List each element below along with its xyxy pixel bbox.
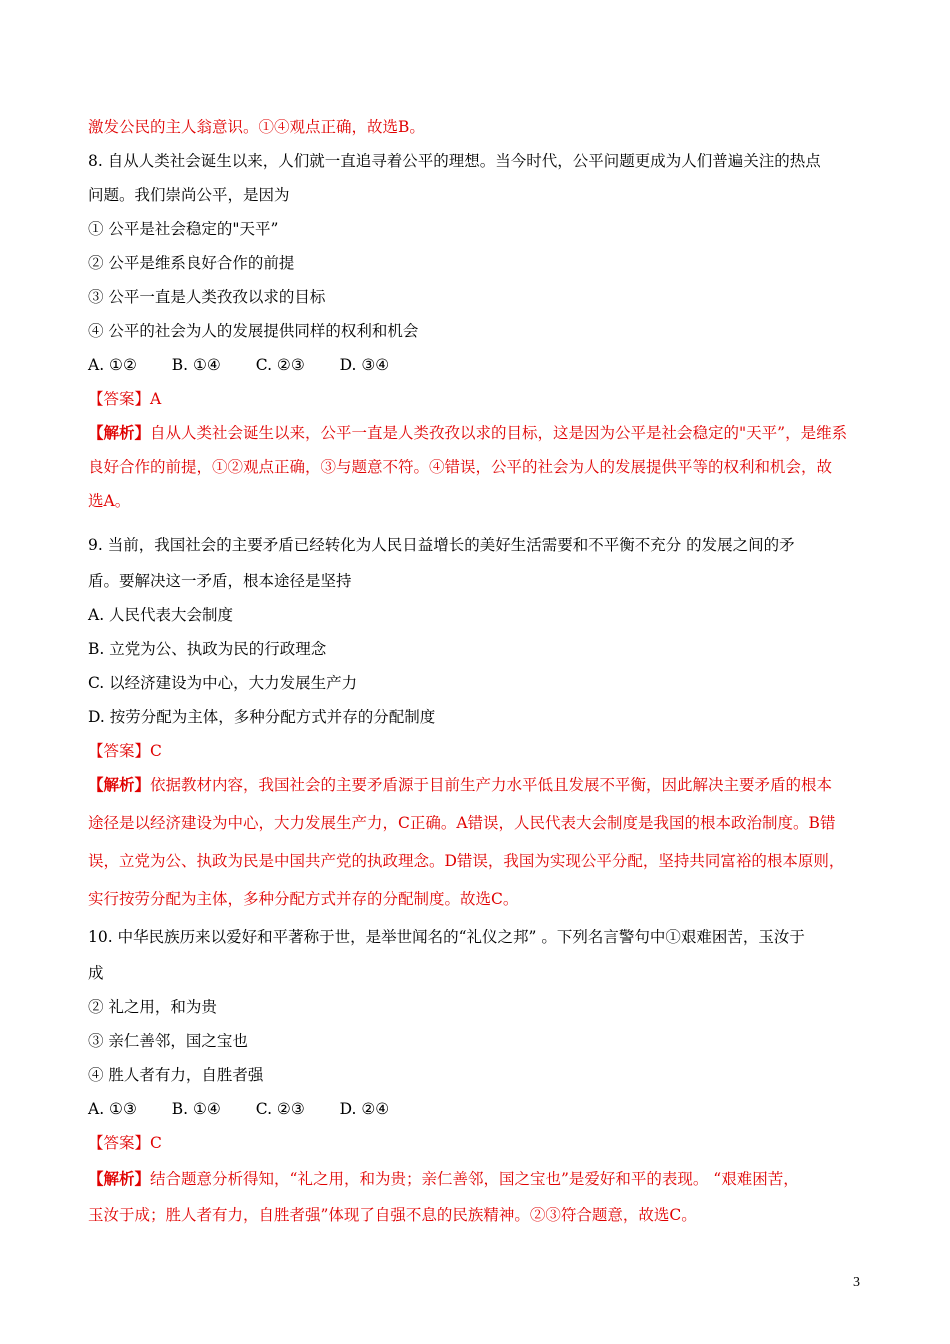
- q10-item-2: ② 礼之用，和为贵: [88, 998, 217, 1016]
- q8-options: [88, 354, 389, 376]
- q10-analysis-label: 【解析】: [88, 1169, 151, 1188]
- q10-option-b: B. ①④: [171, 1100, 221, 1118]
- q9-answer-value: C: [150, 742, 162, 760]
- q9-option-c: C. 以经济建设为中心，大力发展生产力: [88, 674, 358, 692]
- q8-stem-line-2: 问题。我们崇尚公平，是因为: [88, 186, 290, 204]
- q10-options: [88, 1098, 389, 1120]
- q8-answer: [88, 388, 161, 410]
- q8-answer-value: A: [150, 390, 162, 408]
- q8-option-a: A. ①②: [88, 356, 137, 374]
- q8-stem-line-1: 8. 自从人类社会诞生以来，人们就一直追寻着公平的理想。当今时代，公平问题更成为人们普遍关注的热点: [88, 152, 821, 170]
- q10-stem-line-2: 成: [88, 964, 104, 982]
- q9-analysis-line-3: 误，立党为公、执政为民是中国共产党的执政理念。D错误，我国为实现公平分配，坚持共同富裕的根本原则，: [88, 852, 845, 870]
- q9-option-a: A. 人民代表大会制度: [88, 606, 234, 624]
- q10-answer-value: C: [150, 1134, 162, 1152]
- q9-stem-line-2: 盾。要解决这一矛盾，根本途径是坚持: [88, 572, 352, 590]
- q8-item-4: ④ 公平的社会为人的发展提供同样的权利和机会: [88, 322, 419, 340]
- q9-analysis-line-4: 实行按劳分配为主体，多种分配方式并存的分配制度。故选C。: [88, 890, 519, 908]
- q10-option-a: A. ①③: [88, 1100, 137, 1118]
- q9-analysis-line-2: 途径是以经济建设为中心，大力发展生产力，C正确。A错误，人民代表大会制度是我国的根本政治制度。B错: [88, 814, 836, 832]
- q10-stem-line-1: 10. 中华民族历来以爱好和平著称于世，是举世闻名的“礼仪之邦” 。下列名言警句中①艰难困苦，玉汝于: [88, 928, 805, 946]
- prev-analysis-tail: 激发公民的主人翁意识。①④观点正确，故选B。: [88, 118, 425, 136]
- q10-option-c: C. ②③: [255, 1100, 305, 1118]
- q10-analysis-line-2: 玉汝于成；胜人者有力，自胜者强”体现了自强不息的民族精神。②③符合题意，故选C。: [88, 1206, 697, 1224]
- q10-analysis-text-1: 结合题意分析得知，“礼之用，和为贵；亲仁善邻，国之宝也”是爱好和平的表现。 “艰难困苦，: [150, 1170, 799, 1188]
- q9-analysis-label: 【解析】: [88, 775, 151, 794]
- q10-analysis-line-1: [88, 1168, 799, 1190]
- q8-analysis-line-2: 良好合作的前提，①②观点正确，③与题意不符。④错误，公平的社会为人的发展提供平等的权利和机会，故: [88, 458, 833, 476]
- q8-option-d: D. ③④: [339, 356, 390, 374]
- q9-answer: [88, 740, 162, 762]
- q10-answer: [88, 1132, 162, 1154]
- q9-analysis-line-1: [88, 774, 832, 796]
- q8-item-3: ③ 公平一直是人类孜孜以求的目标: [88, 288, 326, 306]
- q10-item-3: ③ 亲仁善邻，国之宝也: [88, 1032, 248, 1050]
- q9-option-d: D. 按劳分配为主体，多种分配方式并存的分配制度: [88, 708, 436, 726]
- q8-analysis-text-1: 自从人类社会诞生以来，公平一直是人类孜孜以求的目标，这是因为公平是社会稳定的"天平”，是维系: [150, 424, 848, 442]
- q9-option-b: B. 立党为公、执政为民的行政理念: [88, 640, 327, 658]
- q8-option-b: B. ①④: [171, 356, 221, 374]
- q9-answer-label: 【答案】: [88, 742, 151, 760]
- q10-option-d: D. ②④: [339, 1100, 390, 1118]
- q10-answer-label: 【答案】: [88, 1134, 151, 1152]
- q8-analysis-line-1: [88, 422, 847, 444]
- q10-item-4: ④ 胜人者有力，自胜者强: [88, 1066, 264, 1084]
- q8-analysis-line-3: 选A。: [88, 492, 131, 510]
- q8-option-c: C. ②③: [255, 356, 305, 374]
- page-number: 3: [853, 1275, 860, 1290]
- q9-stem-line-1: 9. 当前，我国社会的主要矛盾已经转化为人民日益增长的美好生活需要和不平衡不充分 的发展之间的矛: [88, 536, 795, 554]
- q9-analysis-text-1: 依据教材内容，我国社会的主要矛盾源于目前生产力水平低且发展不平衡，因此解决主要矛盾的根本: [150, 776, 833, 794]
- q8-analysis-label: 【解析】: [88, 423, 151, 442]
- q8-item-2: ② 公平是维系良好合作的前提: [88, 254, 295, 272]
- q8-item-1: ① 公平是社会稳定的"天平”: [88, 220, 279, 238]
- q8-answer-label: 【答案】: [88, 390, 151, 408]
